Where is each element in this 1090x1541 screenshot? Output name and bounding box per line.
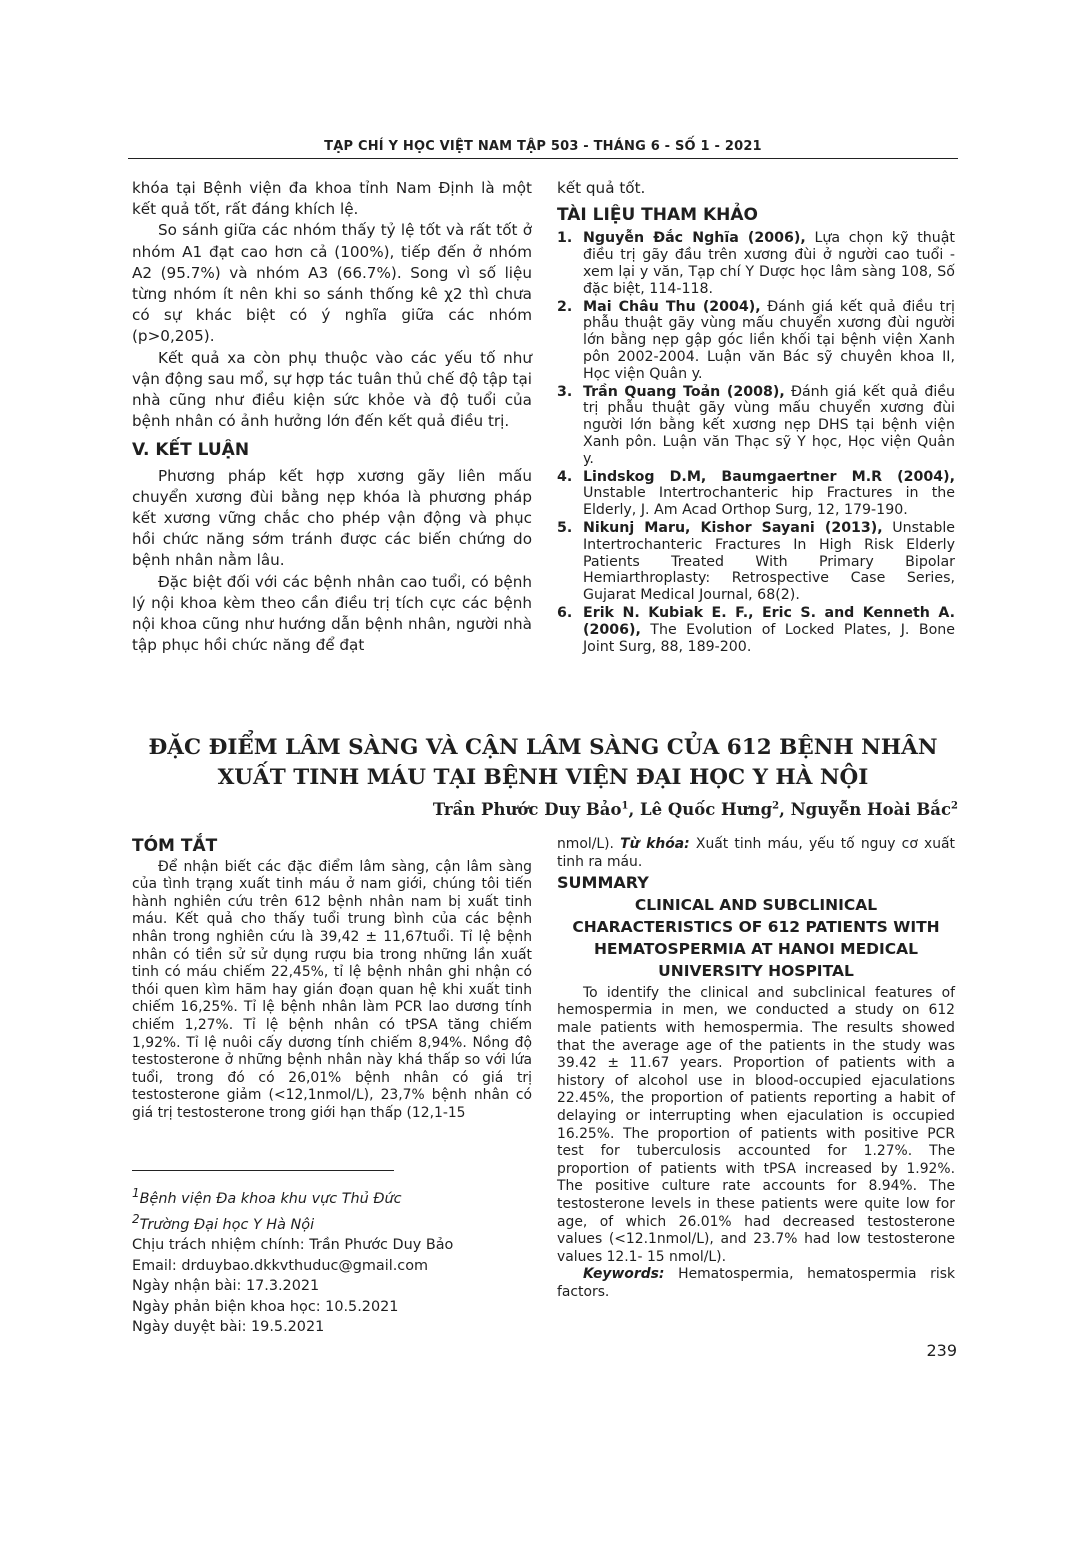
affiliation-footnote: $^1$Bệnh viện Đa khoa khu vực Thủ Đức [132, 1186, 402, 1207]
summary-column [557, 836, 955, 1301]
header-rule [128, 158, 958, 159]
prev-article-left-column [132, 178, 532, 656]
abstract-column [132, 838, 532, 1123]
author-name: Trần Phước Duy Bảo [432, 800, 622, 819]
summary-paragraph: To identify the clinical and subclinical features of hemospermia in men, we conducted a study on 612 male patients with hemospermia. The results showed that the average age of the patients in the study was 39.42 ± 11.67 years. Proportion of patients with a history of alcohol use in blood-occupied ejaculations 22.45%, the proportion of patients reporting a habit of delaying or interrupting when ejaculation is occupied 16.25%. The proportion of patients with positive PCR test for tuberculosis accounted for 1.27%. The proportion of patients with tPSA increased by 1.92%. The positive culture rate accounts for 8.94%. The testosterone levels in these patients were quite low for age, of which 26.01% had decreased testosterone values (<12.1nmol/L), and 23.7% had low testosterone values 12.1- 15 nmol/L). [557, 984, 955, 1265]
reference-list [557, 230, 955, 655]
prev-article-right-column [557, 178, 955, 656]
responsible-author: Chịu trách nhiệm chính: Trần Phước Duy Bảo [132, 1237, 454, 1254]
reference-item: 2. Mai Châu Thu (2004), Đánh giá kết quả điều trị phẫu thuật gãy vùng mấu chuyển xương đùi người lớn bằng nẹp gập góc liền khối tại bệnh viện Xanh pôn 2002-2004. Luận văn Bác sỹ chuyên khoa II, Học viện Quân y. [557, 298, 955, 382]
abstract-paragraph: Để nhận biết các đặc điểm lâm sàng, cận lâm sàng của tình trạng xuất tinh máu ở nam giới, chúng tôi tiến hành nghiên cứu trên 612 bệnh nhân nam bị xuất tinh máu. Kết quả cho thấy tuổi trung bình của các bệnh nhân trong nghiên cứu là 39,42 ± 11,67tuổi. Tỉ lệ bệnh nhân có tiền sử sử dụng rượu bia trong những lần xuất tinh có máu chiếm 22,45%, tỉ lệ bệnh nhân ghi nhận có thói quen kìm hãm hay gián đoạn quan hệ khi xuất tinh chiếm 16,25%. Tỉ lệ bệnh nhân làm PCR lao dương tính chiếm 1,27%. Tỉ lệ bệnh nhân có tPSA tăng chiếm 1,92%. Tỉ lệ nuôi cấy dương tính chiếm 8,94%. Nồng độ testosterone ở những bệnh nhân này khá thấp so với lứa tuổi, trong đó có 26,01% bệnh nhân có giá trị testosterone giảm (<12,1nmol/L), 23,7% bệnh nhân có giá trị testosterone trong giới hạn thấp (12,1-15 [132, 858, 532, 1121]
body-paragraph: So sánh giữa các nhóm thấy tỷ lệ tốt và rất tốt ở nhóm A1 đạt cao hơn cả (100%), tiếp đến ở nhóm A2 (95.7%) và nhóm A3 (66.7%). Song vì số liệu từng nhóm ít nên khi so sánh thống kê χ2 thì chưa có sự khác biệt có ý nghĩa giữa các nhóm (p>0,205). [132, 221, 532, 346]
conclusion-heading: V. KẾT LUẬN [132, 440, 250, 461]
reference-item: 6. Erik N. Kubiak E. F., Eric S. and Kenneth A. (2006), The Evolution of Locked Plates, J. Bone Joint Surg, 88, 189-200. [557, 604, 955, 655]
page-number: 239 [926, 1341, 957, 1360]
reference-item: 1. Nguyễn Đắc Nghĩa (2006), Lựa chọn kỹ thuật điều trị gãy đầu trên xương đùi ở người cao tuổi - xem lại y văn, Tạp chí Y Dược học lâm sàng 108, Số đặc biệt, 114-118. [557, 230, 955, 297]
reference-item: 3. Trần Quang Toản (2008), Đánh giá kết quả điều trị phẫu thuật gãy vùng mấu chuyển xương đùi người lớn bằng kết xương nẹp DHS tại bệnh viện Xanh pôn. Luận văn Thạc sỹ Y học, Học viện Quân y. [557, 383, 956, 467]
footnote-rule [132, 1170, 394, 1171]
body-paragraph: khóa tại Bệnh viện đa khoa tỉnh Nam Định là một kết quả tốt, rất đáng khích lệ. [132, 179, 532, 219]
footnotes [132, 1183, 532, 1337]
author-line: Trần Phước Duy Bảo$^1$, Lê Quốc Hưng$^2$, Nguyễn Hoài Bắc$^2$ [432, 800, 958, 819]
contact-email: Email: drduybao.dkkvthuduc@gmail.com [132, 1257, 429, 1274]
summary-title: CLINICAL AND SUBCLINICAL CHARACTERISTICS OF 612 PATIENTS WITH HEMATOSPERMIA AT HANOI MEDICAL UNIVERSITY HOSPITAL [572, 895, 940, 980]
reference-item: 4. Lindskog D.M, Baumgaertner M.R (2004), Unstable Intertrochanteric hip Fractures in the Elderly, J. Am Acad Orthop Surg, 12, 179-190. [557, 468, 955, 519]
date-reviewed: Ngày phản biện khoa học: 10.5.2021 [132, 1298, 399, 1315]
keywords-label: Từ khóa: [620, 836, 690, 852]
references-heading: TÀI LIỆU THAM KHẢO [557, 205, 758, 226]
affiliation-footnote: $^2$Trường Đại học Y Hà Nội [132, 1212, 315, 1233]
abstract-heading: TÓM TẮT [132, 836, 218, 856]
author-affiliation-mark: 1 [621, 800, 629, 812]
running-head: TẠP CHÍ Y HỌC VIỆT NAM TẬP 503 - THÁNG 6 - SỐ 1 - 2021 [324, 139, 762, 154]
keywords-label: Keywords: [583, 1266, 665, 1283]
author-affiliation-mark: 2 [772, 800, 780, 812]
author-name: Nguyễn Hoài Bắc [790, 800, 952, 819]
article-title-line: ĐẶC ĐIỂM LÂM SÀNG VÀ CẬN LÂM SÀNG CỦA 612 BỆNH NHÂN [148, 735, 938, 760]
body-paragraph: kết quả tốt. [557, 179, 646, 197]
date-received: Ngày nhận bài: 17.3.2021 [132, 1278, 320, 1295]
article-title-line: XUẤT TINH MÁU TẠI BỆNH VIỆN ĐẠI HỌC Y HÀ NỘI [217, 765, 869, 790]
body-paragraph: Phương pháp kết hợp xương gãy liên mấu chuyển xương đùi bằng nẹp khóa là phương pháp kết xương vững chắc cho phép vận động và phục hồi chức năng sớm tránh được các biến chứng do bệnh nhân nằm lâu. [132, 466, 532, 570]
author-name: Lê Quốc Hưng [639, 800, 773, 819]
body-paragraph: Đặc biệt đối với các bệnh nhân cao tuổi, có bệnh lý nội khoa kèm theo cần điều trị tích cực các bệnh nội khoa cũng như hướng dẫn bệnh nhân, người nhà tập phục hồi chức năng để đạt [132, 572, 532, 655]
keywords-paragraph: nmol/L). Từ khóa: Xuất tinh máu, yếu tố nguy cơ xuất tinh ra máu. [557, 836, 955, 870]
keywords-paragraph: Keywords: Hematospermia, hematospermia risk factors. [557, 1266, 955, 1300]
body-paragraph: Kết quả xa còn phụ thuộc vào các yếu tố như vận động sau mổ, sự hợp tác tuân thủ chế độ tập tại nhà cũng như điều kiện sức khỏe và độ tuổi của bệnh nhân có ảnh hưởng lớn đến kết quả điều trị. [132, 348, 532, 431]
date-approved: Ngày duyệt bài: 19.5.2021 [132, 1319, 325, 1336]
article-title [128, 733, 958, 793]
reference-item: 5. Nikunj Maru, Kishor Sayani (2013), Unstable Intertrochanteric Fractures In High Risk Elderly Patients Treated With Primary Bipolar Hemiarthroplasty: Retrospective Case Series, Gujarat Medical Journal, 68(2). [557, 519, 955, 604]
author-affiliation-mark: 2 [951, 800, 958, 812]
summary-heading: SUMMARY [557, 873, 649, 893]
